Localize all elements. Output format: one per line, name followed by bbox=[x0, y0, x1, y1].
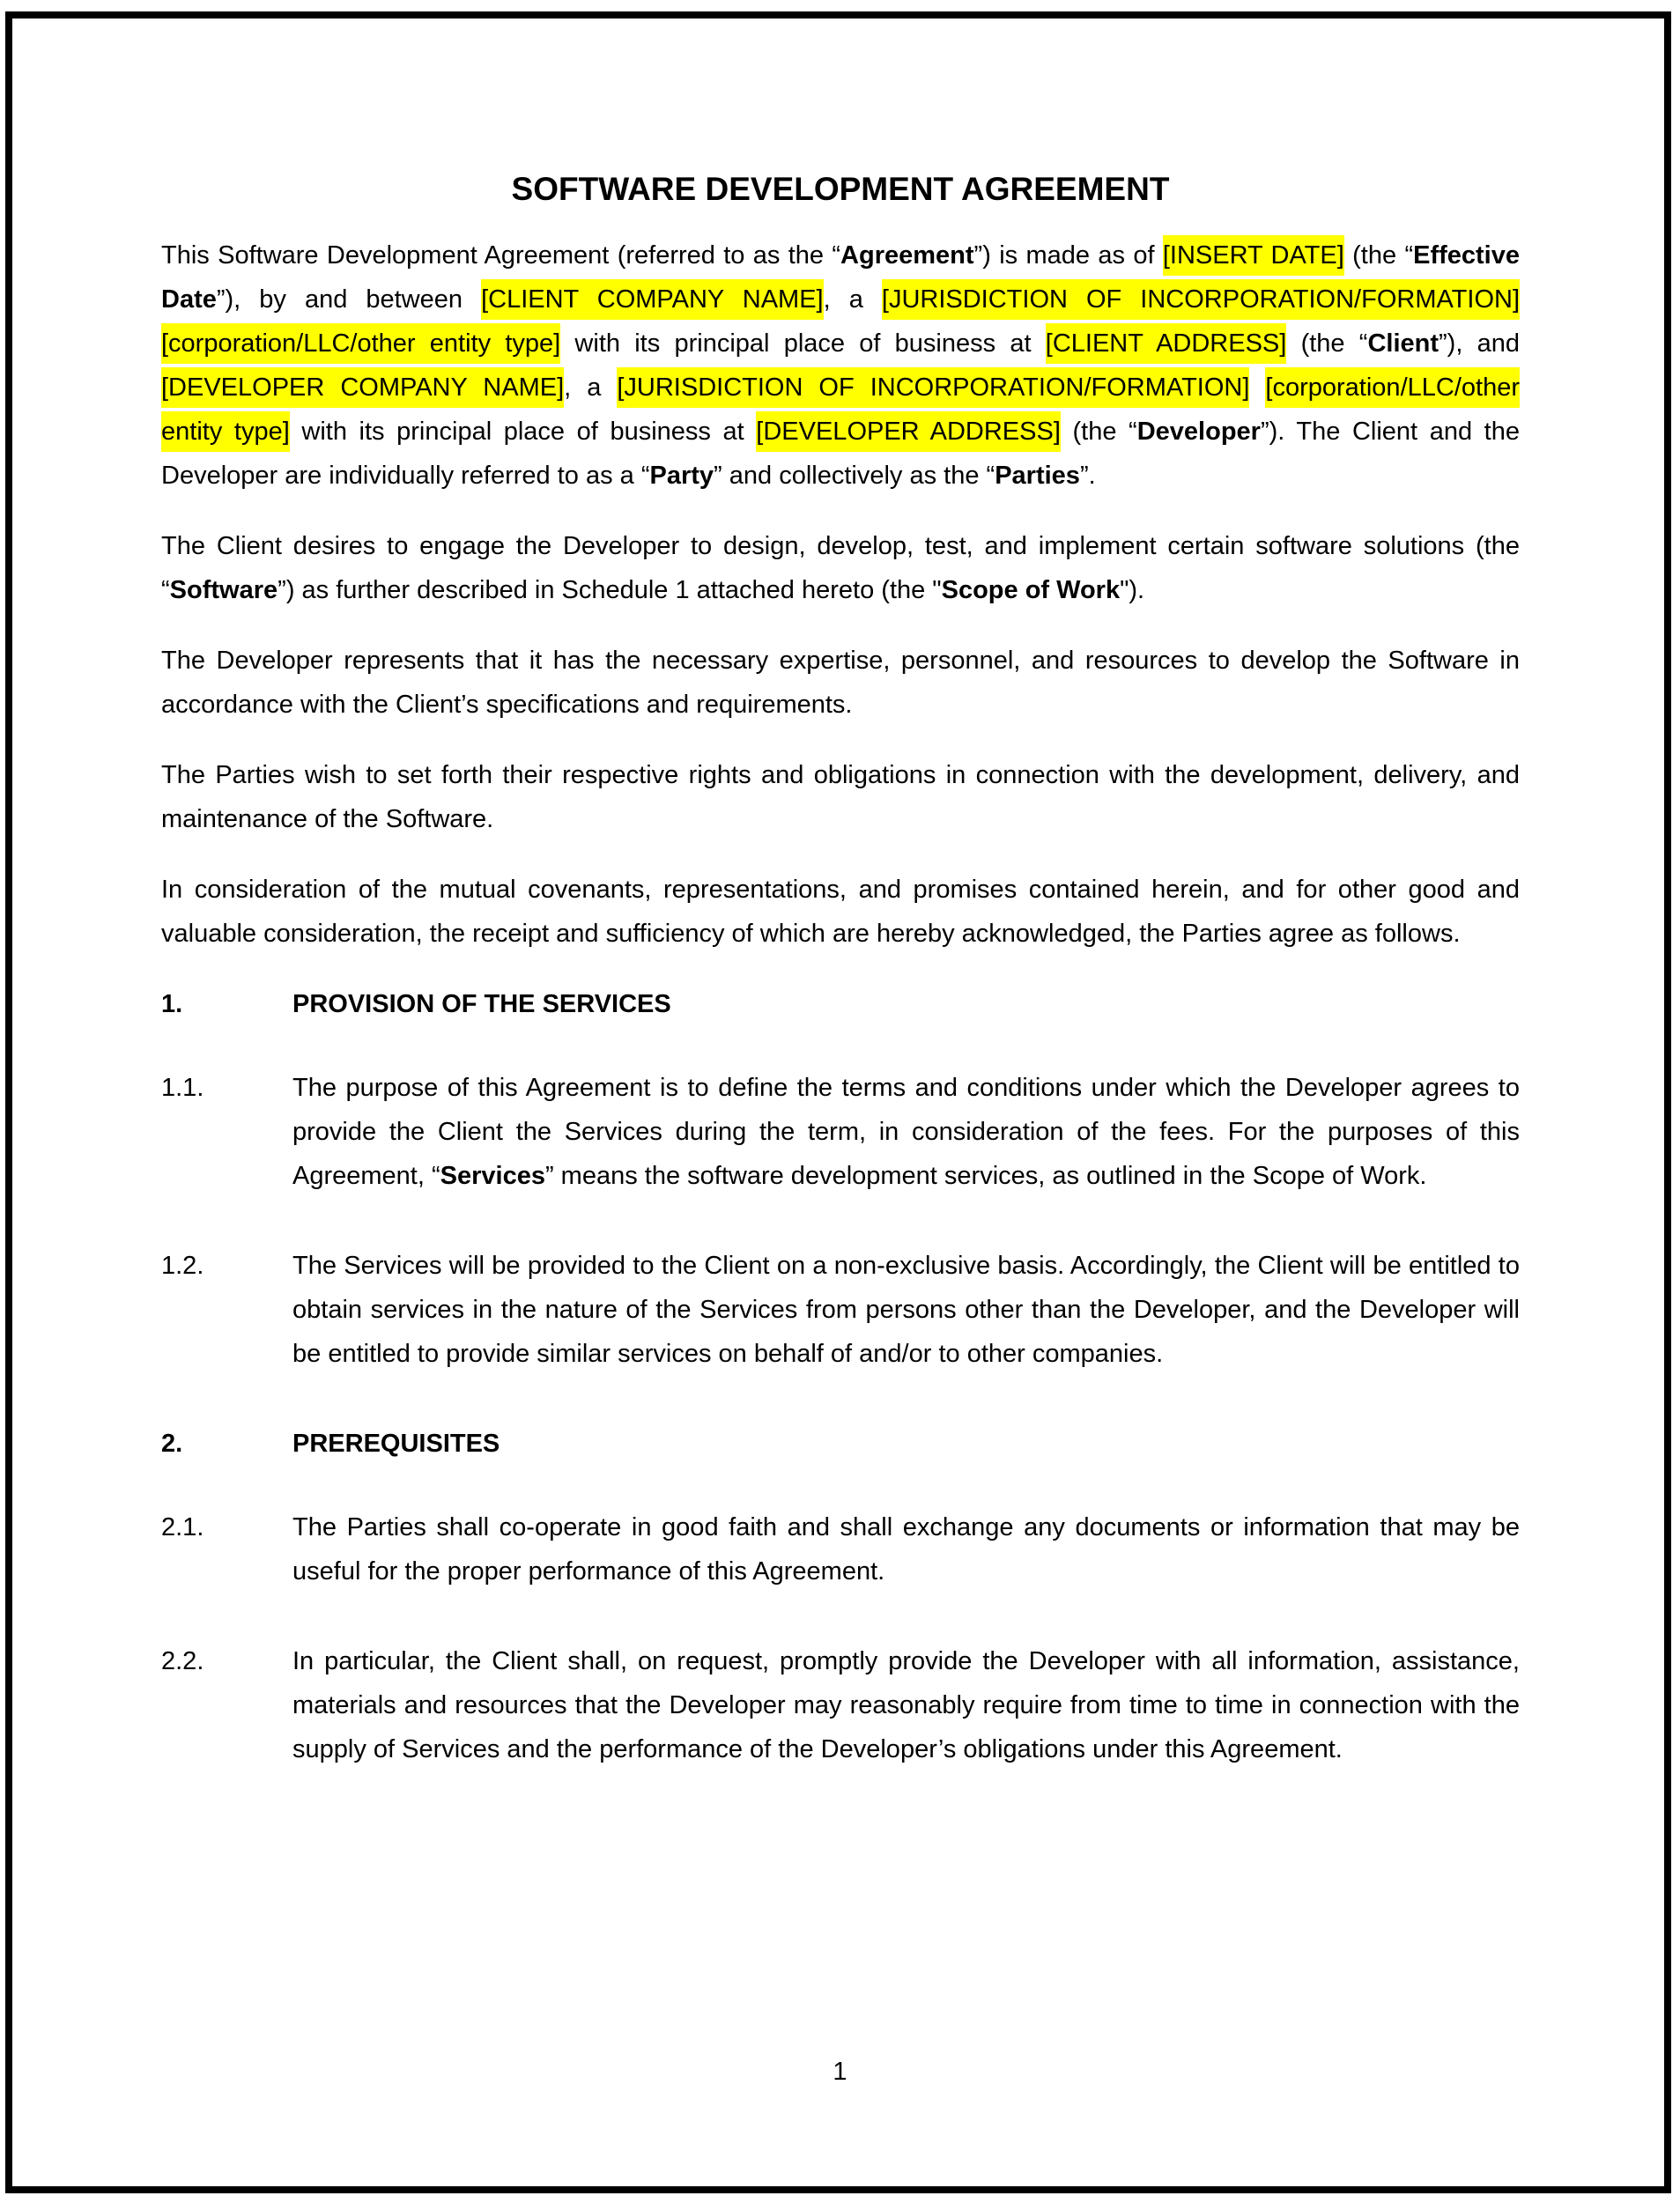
section-number: 2. bbox=[161, 1430, 183, 1458]
section-number: 1. bbox=[161, 990, 183, 1018]
clause-number: 1.2. bbox=[161, 1252, 204, 1280]
page-content bbox=[161, 0, 1520, 1817]
intro-paragraph-1: This Software Development Agreement (referred to as the “Agreement”) is made as of [INSERT DATE] (the “Effective Date”), by and between [CLIENT COMPANY NAME], a [JURISDICTION OF INCORPORATION/FORMATION] [corporation/LLC/other entity type] with its principal place of business at [CLIENT ADDRESS] (the “Client”), and [DEVELOPER COMPANY NAME], a [JURISDICTION OF INCORPORATION/FORMATION] [corporation/LLC/other entity type] with its principal place of business at [DEVELOPER ADDRESS] (the “Developer”). The Client and the Developer are individually referred to as a “Party” and collectively as the “Parties”. bbox=[161, 233, 1520, 498]
clause-1-1 bbox=[161, 1066, 1520, 1198]
intro-paragraph-3: The Developer represents that it has the necessary expertise, personnel, and resources to develop the Software in accordance with the Client’s specifications and requirements. bbox=[161, 647, 1520, 719]
clause-number: 2.2. bbox=[161, 1647, 204, 1675]
intro-paragraph-5: In consideration of the mutual covenants, representations, and promises contained herein, and for other good and valuable consideration, the receipt and sufficiency of which are hereby acknowledged, the Parties agree as follows. bbox=[161, 876, 1520, 948]
section-heading-1 bbox=[161, 982, 1520, 1026]
clause-number: 1.1. bbox=[161, 1074, 204, 1102]
section-title: PROVISION OF THE SERVICES bbox=[292, 990, 671, 1018]
clause-text: The Services will be provided to the Client on a non-exclusive basis. Accordingly, the Client will be entitled to obtain services in the nature of the Services from persons other than the Developer, and the Developer will be entitled to provide similar services on behalf of and/or to other companies. bbox=[292, 1252, 1520, 1368]
section-title: PREREQUISITES bbox=[292, 1430, 500, 1458]
intro-paragraph-2: The Client desires to engage the Developer to design, develop, test, and implement certain software solutions (the “Software”) as further described in Schedule 1 attached hereto (the "Scope of Work"). bbox=[161, 532, 1520, 604]
clause-2-2 bbox=[161, 1639, 1520, 1771]
clause-text: In particular, the Client shall, on request, promptly provide the Developer with all information, assistance, materials and resources that the Developer may reasonably require from time to time in connection with the supply of Services and the performance of the Developer’s obligations under this Agreement. bbox=[292, 1647, 1520, 1763]
clause-text: The Parties shall co-operate in good faith and shall exchange any documents or information that may be useful for the proper performance of this Agreement. bbox=[292, 1513, 1520, 1586]
clause-number: 2.1. bbox=[161, 1513, 204, 1541]
clause-2-1 bbox=[161, 1505, 1520, 1593]
clause-text: The purpose of this Agreement is to define the terms and conditions under which the Developer agrees to provide the Client the Services during the term, in consideration of the fees. For the purposes of this Agreement, “Services” means the software development services, as outlined in the Scope of Work. bbox=[292, 1074, 1520, 1190]
page-number: 1 bbox=[833, 2058, 847, 2086]
clause-1-2 bbox=[161, 1244, 1520, 1376]
section-heading-2 bbox=[161, 1422, 1520, 1466]
document-title: SOFTWARE DEVELOPMENT AGREEMENT bbox=[511, 171, 1170, 207]
intro-paragraph-4: The Parties wish to set forth their respective rights and obligations in connection with the development, delivery, and maintenance of the Software. bbox=[161, 761, 1520, 833]
